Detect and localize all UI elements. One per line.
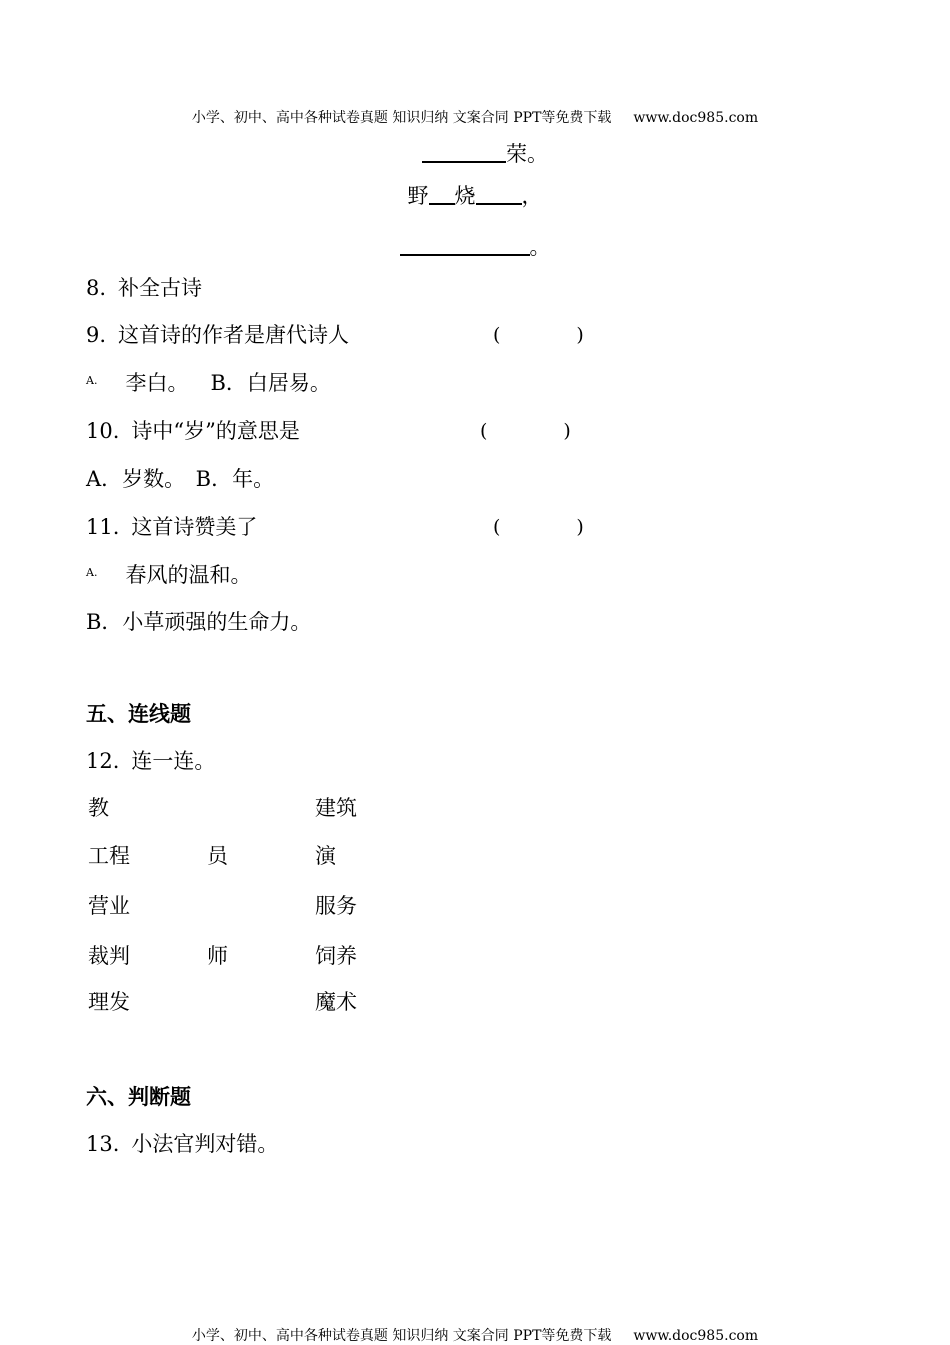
- match-middle-item[interactable]: 师: [207, 944, 228, 968]
- header-text: 小学、初中、高中各种试卷真题 知识归纳 文案合同 PPT等免费下载: [191, 110, 612, 126]
- fill-blank[interactable]: [422, 141, 506, 163]
- footer-url: www.doc985.com: [633, 1328, 759, 1344]
- match-right-item[interactable]: 演: [315, 844, 336, 868]
- poem-line-1: 荣。: [0, 138, 950, 168]
- question-10: 10. 诗中“岁”的意思是: [86, 419, 300, 443]
- match-left-item[interactable]: 理发: [88, 990, 130, 1014]
- question-9: 9. 这首诗的作者是唐代诗人: [86, 323, 350, 347]
- match-right-item[interactable]: 服务: [315, 894, 357, 918]
- match-right-item[interactable]: 魔术: [315, 990, 357, 1014]
- match-left-item[interactable]: 教: [88, 796, 109, 820]
- question-11: 11. 这首诗赞美了: [86, 515, 258, 539]
- answer-paren[interactable]: ( ): [493, 324, 584, 346]
- fill-blank[interactable]: [429, 183, 455, 205]
- header-url: www.doc985.com: [633, 110, 759, 126]
- question-10-options: A．岁数。 B．年。: [86, 467, 275, 491]
- question-13: 13. 小法官判对错。: [86, 1132, 279, 1156]
- answer-paren[interactable]: ( ): [493, 516, 584, 538]
- poem-line-2: 野 烧 ，: [407, 184, 543, 208]
- section-title: 六、判断题: [86, 1085, 191, 1109]
- match-right-item[interactable]: 建筑: [315, 796, 357, 820]
- match-middle-item[interactable]: 员: [207, 844, 228, 868]
- question-12: 12. 连一连。: [86, 749, 216, 773]
- poem-line-3: 。: [0, 231, 950, 261]
- fill-blank[interactable]: [476, 183, 522, 205]
- question-9-options: $^{A.}$ 李白。 B．白居易。: [86, 371, 331, 395]
- question-8: 8. 补全古诗: [86, 276, 203, 300]
- match-right-item[interactable]: 饲养: [315, 944, 357, 968]
- footer-text: 小学、初中、高中各种试卷真题 知识归纳 文案合同 PPT等免费下载: [191, 1328, 612, 1344]
- match-left-item[interactable]: 工程: [88, 844, 130, 868]
- answer-paren[interactable]: ( ): [480, 420, 571, 442]
- question-11-option-b: B．小草顽强的生命力。: [86, 610, 312, 634]
- question-11-option-a: $^{A.}$ 春风的温和。: [86, 563, 252, 587]
- match-left-item[interactable]: 营业: [88, 894, 130, 918]
- match-left-item[interactable]: 裁判: [88, 944, 130, 968]
- page-footer: [0, 1325, 950, 1345]
- section-title: 五、连线题: [86, 702, 191, 726]
- page-header: [0, 107, 950, 127]
- fill-blank[interactable]: [400, 234, 530, 256]
